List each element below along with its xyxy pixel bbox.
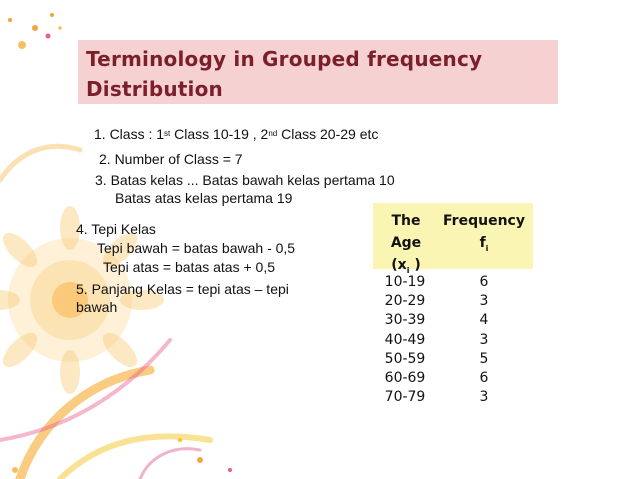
title-line-1: Terminology in Grouped frequency xyxy=(86,47,483,71)
item-batas-atas: Batas atas kelas pertama 19 xyxy=(115,190,293,206)
item-tepi-kelas: 4. Tepi Kelas xyxy=(76,221,156,237)
header-frequency-f: f xyxy=(479,235,486,251)
table-cell-age: 30-39 xyxy=(384,312,426,329)
header-age-sub: i xyxy=(406,265,410,275)
header-age-line-1: The xyxy=(391,213,421,229)
item-number-of-class: 2. Number of Class = 7 xyxy=(99,151,243,167)
table-cell-age: 50-59 xyxy=(384,350,426,367)
table-cell-age: 10-19 xyxy=(384,274,426,290)
table-cell-frequency: 6 xyxy=(479,274,489,290)
table-cell-frequency: 3 xyxy=(479,331,489,348)
item-class-prefix: 1. Class : 1 xyxy=(94,126,165,142)
header-frequency-sub: i xyxy=(485,243,489,253)
title-line-2: Distribution xyxy=(86,77,223,101)
item-class xyxy=(94,126,378,143)
item-class-sup-2: nd xyxy=(268,129,278,138)
header-age-line-2: Age xyxy=(390,235,422,251)
slide-title xyxy=(86,44,482,104)
header-frequency-line-1: Frequency xyxy=(443,213,525,229)
item-panjang-kelas-cont: bawah xyxy=(76,299,118,315)
item-batas-kelas: 3. Batas kelas ... Batas bawah kelas pertama 10 xyxy=(95,172,395,188)
table-cell-frequency: 3 xyxy=(479,293,489,310)
item-panjang-kelas: 5. Panjang Kelas = tepi atas – tepi xyxy=(76,281,289,297)
header-frequency xyxy=(438,210,530,260)
header-frequency-line-2 xyxy=(438,232,530,260)
item-tepi-bawah: Tepi bawah = batas bawah - 0,5 xyxy=(97,240,296,256)
table-cell-age: 20-29 xyxy=(384,293,426,310)
table-cell-age: 60-69 xyxy=(384,370,426,386)
table-cell-frequency: 4 xyxy=(479,312,489,329)
item-tepi-atas: Tepi atas = batas atas + 0,5 xyxy=(103,259,276,275)
header-age xyxy=(378,210,434,282)
table-cell-frequency: 6 xyxy=(479,370,489,386)
item-class-sup-1: st xyxy=(164,129,171,138)
header-age-x: (x xyxy=(391,257,407,273)
table-cell-age: 70-79 xyxy=(384,389,426,406)
item-class-mid: Class 10-19 , 2 xyxy=(170,126,269,142)
table-cell-frequency: 3 xyxy=(479,389,489,406)
item-class-suffix: Class 20-29 etc xyxy=(277,126,379,142)
table-cell-frequency: 5 xyxy=(479,350,489,367)
header-age-close: ) xyxy=(409,257,421,273)
table-cell-age: 40-49 xyxy=(384,331,426,348)
